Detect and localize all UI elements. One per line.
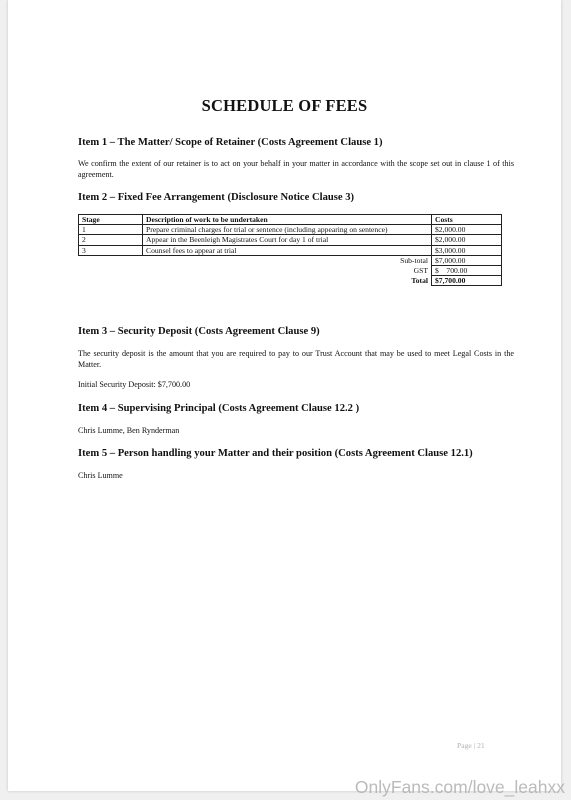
- item4-heading: Item 4 – Supervising Principal (Costs Agreement Clause 12.2 ): [78, 403, 360, 414]
- table-header-costs: Costs: [432, 215, 502, 225]
- table-cell-cost: $2,000.00: [432, 235, 502, 245]
- item4-text: Chris Lumme, Ben Rynderman: [78, 426, 180, 435]
- table-row: [79, 235, 502, 245]
- item2-heading: Item 2 – Fixed Fee Arrangement (Disclosure Notice Clause 3): [78, 192, 355, 203]
- table-cell-description: Counsel fees to appear at trial: [143, 245, 432, 255]
- total-row: [79, 276, 502, 286]
- table-cell-stage: 2: [79, 235, 143, 245]
- document-page: [8, 0, 561, 791]
- item3-heading: Item 3 – Security Deposit (Costs Agreement Clause 9): [78, 326, 320, 337]
- table-row: [79, 225, 502, 235]
- gst-row: [79, 266, 502, 276]
- item1-heading: Item 1 – The Matter/ Scope of Retainer (Costs Agreement Clause 1): [78, 137, 383, 148]
- item3-text: The security deposit is the amount that you are required to pay to our Trust Account that may be used to meet Legal Costs in the Matter.: [78, 349, 514, 369]
- subtotal-value: $7,000.00: [432, 255, 502, 265]
- gst-value: $ 700.00: [432, 266, 502, 276]
- watermark-text: OnlyFans.com/love_leahxx: [354, 777, 565, 797]
- table-cell-description: Appear in the Beenleigh Magistrates Court for day 1 of trial: [143, 235, 432, 245]
- total-label: Total: [411, 275, 428, 285]
- table-cell-stage: 1: [79, 225, 143, 235]
- table-cell-cost: $2,000.00: [432, 225, 502, 235]
- security-deposit-line: Initial Security Deposit: $7,700.00: [78, 380, 191, 389]
- fees-table: [78, 214, 502, 286]
- page-number: Page | 21: [457, 741, 485, 750]
- table-header-description: Description of work to be undertaken: [143, 215, 432, 225]
- table-cell-cost: $3,000.00: [432, 245, 502, 255]
- table-cell-stage: 3: [79, 245, 143, 255]
- table-header-stage: Stage: [79, 215, 143, 225]
- subtotal-label: Sub-total: [400, 255, 428, 265]
- table-row: [79, 245, 502, 255]
- table-header-row: [79, 215, 502, 225]
- item5-text: Chris Lumme: [78, 471, 123, 480]
- page-title: SCHEDULE OF FEES: [201, 96, 368, 115]
- total-value: $7,700.00: [432, 276, 502, 286]
- item5-heading: Item 5 – Person handling your Matter and their position (Costs Agreement Clause 12.1): [78, 448, 473, 459]
- table-cell-description: Prepare criminal charges for trial or sentence (including appearing on sentence): [143, 225, 432, 235]
- subtotal-row: [79, 255, 502, 265]
- gst-label: GST: [413, 265, 428, 275]
- item1-text: We confirm the extent of our retainer is to act on your behalf in your matter in accordance with the scope set out in clause 1 of this agreement.: [78, 159, 514, 179]
